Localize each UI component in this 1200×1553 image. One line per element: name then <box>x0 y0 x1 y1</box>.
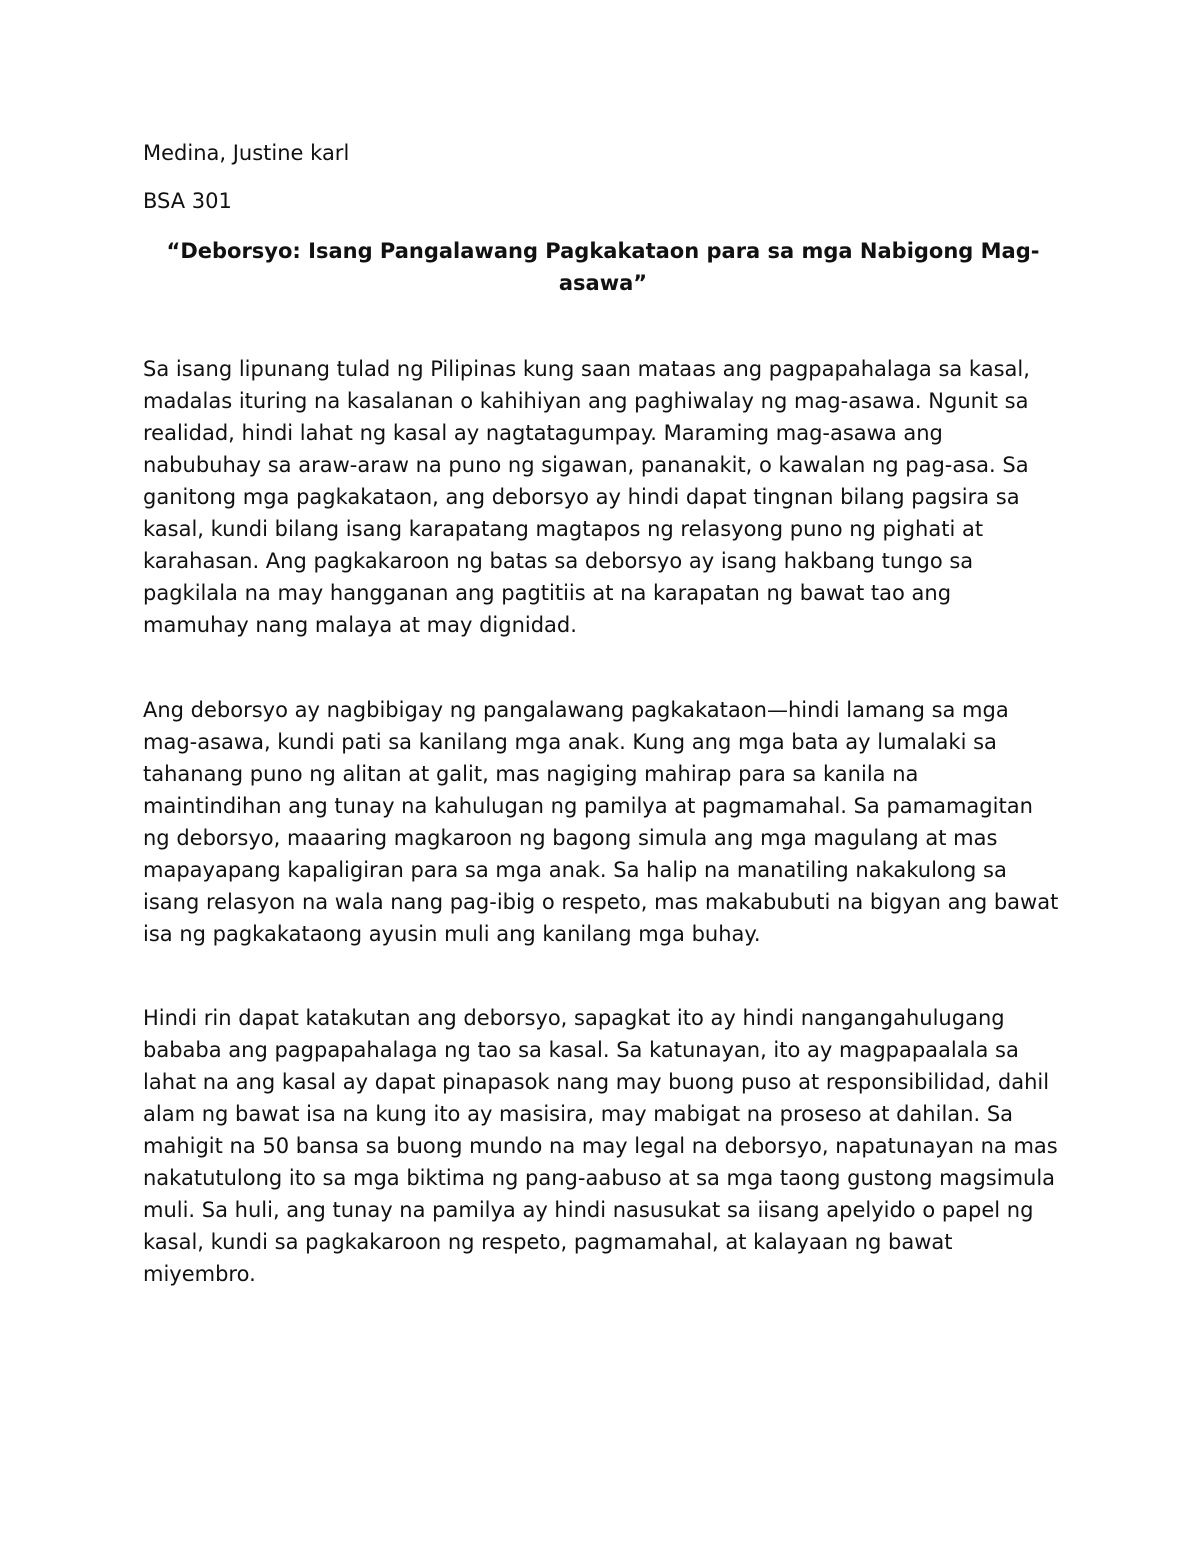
essay-title: “Deborsyo: Isang Pangalawang Pagkakataon para sa mga Nabigong Mag-asawa” <box>166 239 1040 295</box>
document-page <box>143 138 1063 1290</box>
paragraph-3: Hindi rin dapat katakutan ang deborsyo, sapagkat ito ay hindi nangangahulugang bababa ang pagpapahalaga ng tao sa kasal. Sa katunayan, ito ay magpapaalala sa lahat na ang kasal ay dapat pinapasok nang may buong puso at responsibilidad, dahil alam ng bawat isa na kung ito ay masisira, may mabigat na proseso at dahilan. Sa mahigit na 50 bansa sa buong mundo na may legal na deborsyo, napatunayan na mas nakatutulong ito sa mga biktima ng pang-aabuso at sa mga taong gustong magsimula muli. Sa huli, ang tunay na pamilya ay hindi nasusukat sa iisang apelyido o papel ng kasal, kundi sa pagkakaroon ng respeto, pagmamahal, at kalayaan ng bawat miyembro. <box>143 1006 1058 1286</box>
paragraph-2: Ang deborsyo ay nagbibigay ng pangalawang pagkakataon—hindi lamang sa mga mag-asawa, kundi pati sa kanilang mga anak. Kung ang mga bata ay lumalaki sa tahanang puno ng alitan at galit, mas nagiging mahirap para sa kanila na maintindihan ang tunay na kahulugan ng pamilya at pagmamahal. Sa pamamagitan ng deborsyo, maaaring magkaroon ng bagong simula ang mga magulang at mas mapayapang kapaligiran para sa mga anak. Sa halip na manatiling nakakulong sa isang relasyon na wala nang pag-ibig o respeto, mas makabubuti na bigyan ang bawat isa ng pagkakataong ayusin muli ang kanilang mga buhay. <box>143 698 1059 946</box>
paragraph-1: Sa isang lipunang tulad ng Pilipinas kung saan mataas ang pagpapahalaga sa kasal, madalas ituring na kasalanan o kahihiyan ang paghiwalay ng mag-asawa. Ngunit sa realidad, hindi lahat ng kasal ay nagtatagumpay. Maraming mag-asawa ang nabubuhay sa araw-araw na puno ng sigawan, pananakit, o kawalan ng pag-asa. Sa ganitong mga pagkakataon, ang deborsyo ay hindi dapat tingnan bilang pagsira sa kasal, kundi bilang isang karapatang magtapos ng relasyong puno ng pighati at karahasan. Ang pagkakaroon ng batas sa deborsyo ay isang hakbang tungo sa pagkilala na may hangganan ang pagtitiis at na karapatan ng bawat tao ang mamuhay nang malaya at may dignidad. <box>143 357 1030 637</box>
author-name: Medina, Justine karl <box>143 141 350 165</box>
course-code: BSA 301 <box>143 189 232 213</box>
